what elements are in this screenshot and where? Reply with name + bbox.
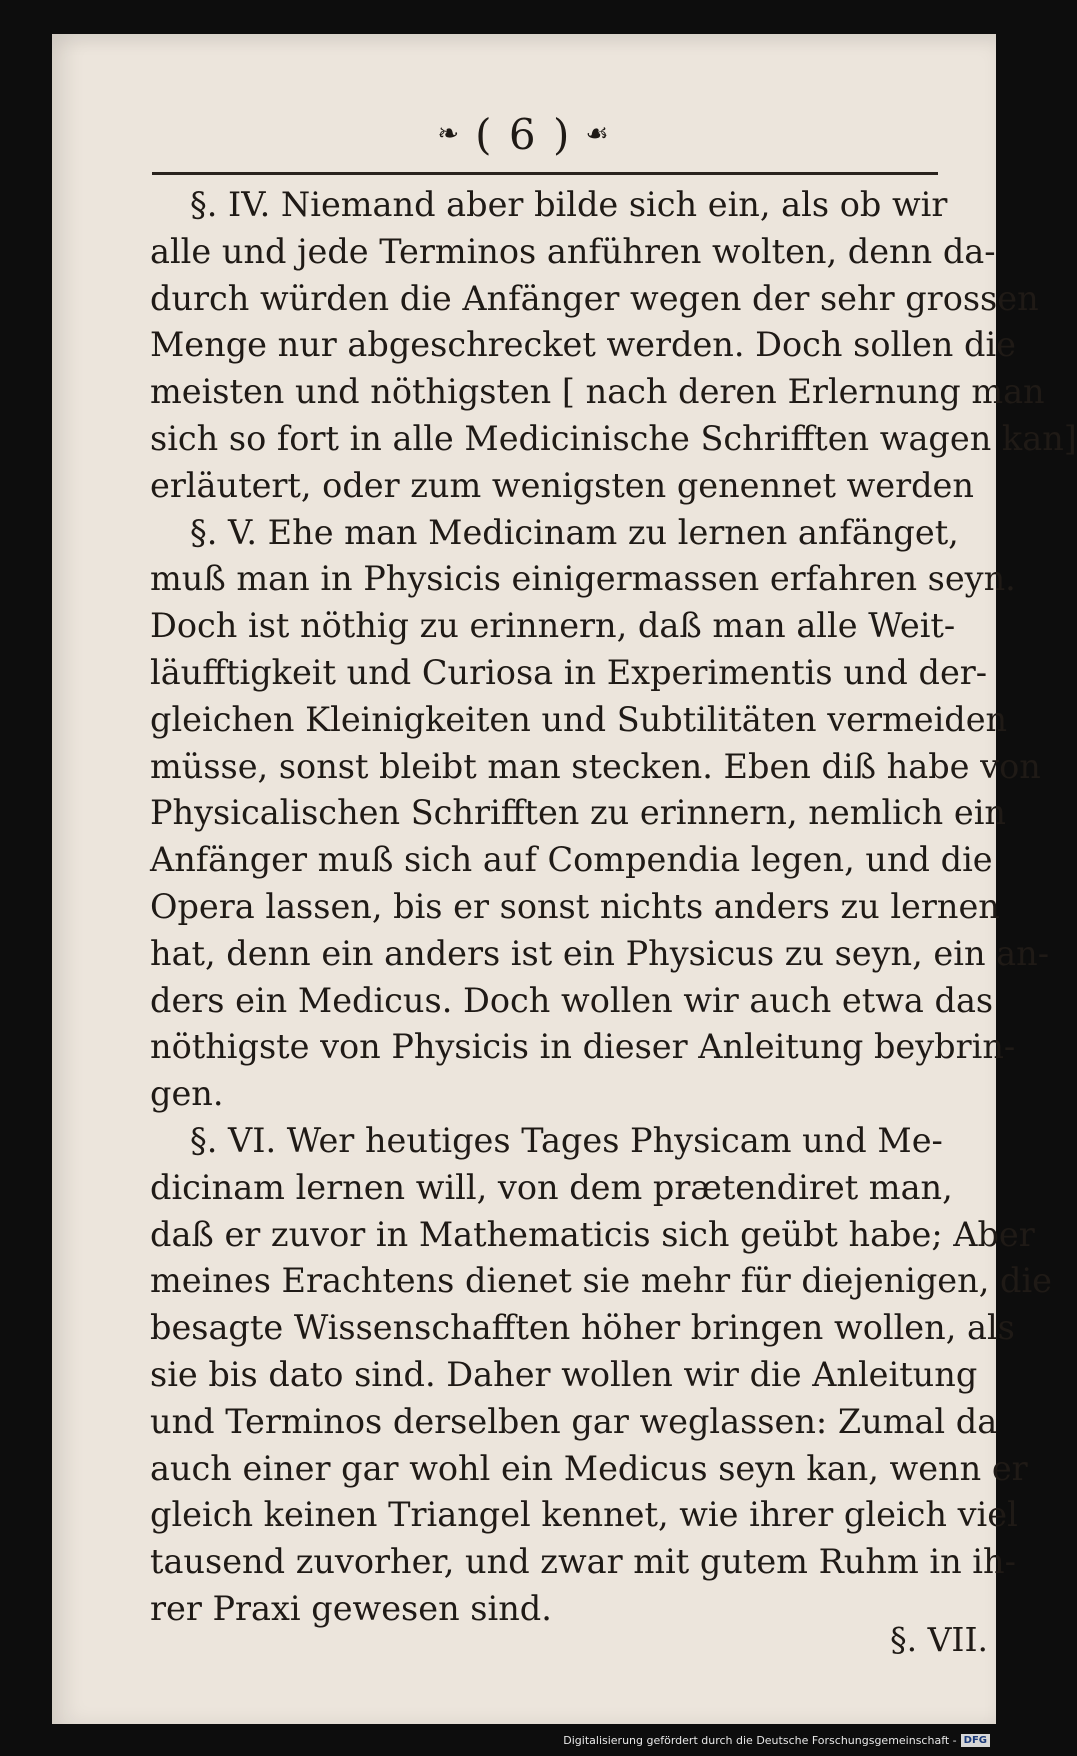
- page-header: [52, 109, 996, 159]
- text-line: Anfänger muß sich auf Compendia legen, und die: [150, 840, 993, 880]
- footer-text: Digitalisierung gefördert durch die Deutsche Forschungsgemeinschaft -: [563, 1733, 957, 1747]
- text-line: gleichen Kleinigkeiten und Subtilitäten vermeiden: [150, 699, 1008, 739]
- text-line: meines Erachtens dienet sie mehr für diejenigen, die: [150, 1261, 1052, 1301]
- text-line: meisten und nöthigsten [ nach deren Erlernung man: [150, 372, 1045, 412]
- text-line: §. IV. Niemand aber bilde sich ein, als ob wir: [190, 185, 948, 224]
- text-line: dicinam lernen will, von dem prætendiret man,: [150, 1167, 953, 1207]
- text-line: daß er zuvor in Mathematicis sich geübt habe; Aber: [150, 1214, 1035, 1254]
- page-number: ( 6 ): [475, 109, 572, 159]
- text-line: durch würden die Anfänger wegen der sehr grossen: [150, 278, 1039, 318]
- ornament-right-icon: ☙: [585, 119, 611, 149]
- text-line: besagte Wissenschafften höher bringen wollen, als: [150, 1308, 1015, 1348]
- text-line: Physicalischen Schrifften zu erinnern, nemlich ein: [150, 793, 1007, 833]
- ornament-left-icon: ❧: [437, 119, 462, 149]
- text-line: sie bis dato sind. Daher wollen wir die Anleitung: [150, 1354, 978, 1394]
- text-line: muß man in Physicis einigermassen erfahren seyn.: [150, 559, 1016, 599]
- text-line: Opera lassen, bis er sonst nichts anders zu lernen: [150, 886, 1000, 926]
- text-line: Doch ist nöthig zu erinnern, daß man alle Weit-: [150, 606, 956, 646]
- text-line: rer Praxi gewesen sind.: [150, 1588, 552, 1628]
- text-line: auch einer gar wohl ein Medicus seyn kan, wenn er: [150, 1448, 1028, 1488]
- dfg-logo: DFG: [961, 1734, 990, 1747]
- header-rule: [152, 172, 938, 175]
- text-line: sich so fort in alle Medicinische Schrifften wagen kan]: [150, 418, 1077, 458]
- text-line: alle und jede Terminos anführen wolten, denn da-: [150, 231, 996, 271]
- text-line: und Terminos derselben gar weglassen: Zumal da: [150, 1401, 998, 1441]
- text-line: nöthigste von Physicis in dieser Anleitung beybrin-: [150, 1027, 1016, 1067]
- text-line: ders ein Medicus. Doch wollen wir auch etwa das: [150, 980, 994, 1020]
- text-line: gleich keinen Triangel kennet, wie ihrer gleich viel: [150, 1495, 1018, 1535]
- text-line: erläutert, oder zum wenigsten genennet werden: [150, 465, 974, 505]
- text-line: gen.: [150, 1074, 224, 1114]
- document-page: [52, 34, 1077, 1724]
- text-line: Menge nur abgeschrecket werden. Doch sollen die: [150, 325, 1016, 365]
- text-line: hat, denn ein anders ist ein Physicus zu seyn, ein an-: [150, 933, 1050, 973]
- text-line: §. VI. Wer heutiges Tages Physicam und Me-: [190, 1120, 943, 1160]
- digitization-footer: [0, 1724, 1000, 1756]
- text-line: tausend zuvorher, und zwar mit gutem Ruhm in ih-: [150, 1542, 1016, 1582]
- text-line: §. V. Ehe man Medicinam zu lernen anfänget,: [190, 512, 959, 552]
- body-text: [150, 182, 1077, 1633]
- text-line: läufftigkeit und Curiosa in Experimentis und der-: [150, 652, 988, 692]
- catchword: §. VII.: [890, 1620, 988, 1659]
- text-line: müsse, sonst bleibt man stecken. Eben diß habe von: [150, 746, 1041, 786]
